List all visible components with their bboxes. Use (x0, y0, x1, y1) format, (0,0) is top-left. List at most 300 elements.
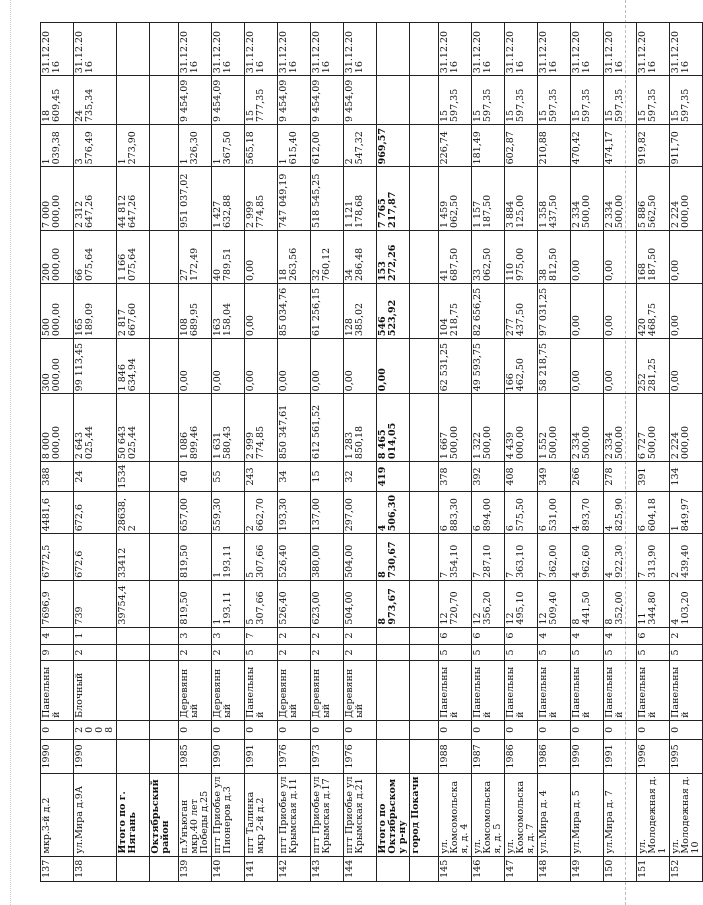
table-cell: 1 039,38 (41, 124, 74, 166)
table-cell: 1 273,90 (116, 124, 149, 166)
table-cell: 1995 (669, 739, 702, 773)
table-cell: 5 (438, 644, 471, 661)
table-cell: 15 597,35 (537, 76, 570, 125)
table-cell: 4 (603, 627, 636, 644)
table-cell (149, 23, 178, 76)
table-cell: 0 (471, 720, 504, 739)
table-cell: 7 313,90 (636, 534, 669, 581)
table-cell (149, 231, 178, 284)
table-cell: 66 075,64 (74, 231, 117, 284)
table-cell: 819,50 (178, 534, 211, 581)
table-cell: 6 604,18 (636, 491, 669, 533)
table-cell: 85 034,76 (277, 284, 310, 339)
table-cell: Деревянный (310, 661, 343, 720)
table-cell: 137 (41, 856, 74, 881)
table-cell: 0,00 (343, 339, 376, 394)
table-cell (409, 462, 438, 492)
table-cell: 104 218,75 (438, 284, 471, 339)
table-cell: ул. Комсомольская, д. 5 (471, 773, 504, 856)
table-cell (409, 856, 438, 881)
table-cell (409, 284, 438, 339)
table-cell: 138 (74, 856, 117, 881)
table-cell: 31.12.2016 (343, 23, 376, 76)
table-cell: 8 352,00 (603, 580, 636, 627)
table-cell: 5 307,66 (244, 580, 277, 627)
table-cell: 0 (178, 720, 211, 739)
table-cell: Итого по г. Нягань (116, 773, 149, 856)
table-cell: 44 812 647,26 (116, 167, 149, 231)
table-cell: 0,00 (376, 339, 409, 394)
table-cell (376, 856, 409, 881)
table-cell: 6 894,00 (471, 491, 504, 533)
table-cell: 2 334 500,00 (603, 167, 636, 231)
table-cell: 148 (537, 856, 570, 881)
table-cell: 24 735,34 (74, 76, 117, 125)
table-cell: Деревянный (178, 661, 211, 720)
table-cell: ул. Молодежная д. 1 (636, 773, 669, 856)
table-cell: 2 643 025,44 (74, 394, 117, 462)
table-cell: 147 (504, 856, 537, 881)
table-cell: 33412 (116, 534, 149, 581)
table-cell: 6 575,50 (504, 491, 537, 533)
table-cell: 5 (471, 644, 504, 661)
table-cell: 0 (310, 720, 343, 739)
table-cell: 18 609,45 (41, 76, 74, 125)
table-cell: 40 (178, 462, 211, 492)
table-row (74, 23, 117, 882)
table-cell: 2 (74, 644, 117, 661)
table-cell: 9 454,09 (277, 76, 310, 125)
table-cell: 2 (343, 644, 376, 661)
table-cell: 9 454,09 (343, 76, 376, 125)
table-cell: Панельный (41, 661, 74, 720)
table-cell: Блочный (74, 661, 117, 720)
table-cell (409, 627, 438, 644)
table-cell: 1 283 850,18 (343, 394, 376, 462)
table-cell (376, 644, 409, 661)
table-cell: 504,00 (343, 534, 376, 581)
table-cell: 12 720,70 (438, 580, 471, 627)
table-cell (149, 534, 178, 581)
table-cell: 9 454,09 (310, 76, 343, 125)
table-cell: 911,70 (669, 124, 702, 166)
table-cell: 6 727 500,00 (636, 394, 669, 462)
table-cell: 518 545,25 (310, 167, 343, 231)
table-cell: 1 459 062,50 (438, 167, 471, 231)
table-cell: 6772,5 (41, 534, 74, 581)
table-cell: 15 777,35 (244, 76, 277, 125)
table-cell: 1 846 634,94 (116, 339, 149, 394)
table-cell: 31.12.2016 (74, 23, 117, 76)
table-cell: 1 322 500,00 (471, 394, 504, 462)
table-cell (409, 720, 438, 739)
table-cell: 210,88 (537, 124, 570, 166)
table-cell: Панельный (669, 661, 702, 720)
table-cell (409, 739, 438, 773)
table-row (438, 23, 471, 882)
table-cell: 2 817 667,60 (116, 284, 149, 339)
table-row (116, 23, 149, 882)
table-cell: 4481,6 (41, 491, 74, 533)
table-cell: 0,00 (669, 339, 702, 394)
table-cell: 266 (570, 462, 603, 492)
table-cell: 8 973,67 (376, 580, 409, 627)
table-cell: 739 (74, 580, 117, 627)
section-header-row (409, 23, 438, 882)
table-cell: 0,00 (570, 339, 603, 394)
table-cell: 2 (669, 627, 702, 644)
table-cell: 41 687,50 (438, 231, 471, 284)
table-cell: 526,40 (277, 534, 310, 581)
table-cell: 7 354,10 (438, 534, 471, 581)
table-row (636, 23, 669, 882)
table-cell: 61 256,15 (310, 284, 343, 339)
table-cell: 15 597,35 (471, 76, 504, 125)
table-cell: 200 000,00 (41, 231, 74, 284)
table-row (41, 23, 74, 882)
table-cell: 612 561,52 (310, 394, 343, 462)
table-cell: Панельный (471, 661, 504, 720)
scan-edge-left (10, 0, 12, 905)
table-cell: 0,00 (244, 339, 277, 394)
table-cell: 504,00 (343, 580, 376, 627)
table-cell: 31.12.2016 (244, 23, 277, 76)
table-cell: 15 597,35 (636, 76, 669, 125)
table-cell: 1 367,50 (211, 124, 244, 166)
table-cell: 2 224 000,00 (669, 167, 702, 231)
table-cell: 163 158,04 (211, 284, 244, 339)
table-cell: 31.12.2016 (504, 23, 537, 76)
table-cell: 1990 (74, 739, 117, 773)
table-cell: 1 193,11 (211, 580, 244, 627)
table-cell: 0 (41, 720, 74, 739)
table-cell: 142 (277, 856, 310, 881)
table-cell: 1986 (504, 739, 537, 773)
table-body (41, 23, 703, 882)
table-cell (409, 231, 438, 284)
table-cell: 166 462,50 (504, 339, 537, 394)
table-cell: Панельный (438, 661, 471, 720)
table-cell: 672,6 (74, 534, 117, 581)
table-cell: 31.12.2016 (570, 23, 603, 76)
table-cell: 15 597,35 (438, 76, 471, 125)
table-cell: 1 326,30 (178, 124, 211, 166)
table-cell: Панельный (636, 661, 669, 720)
table-cell (409, 661, 438, 720)
table-cell: 0,00 (603, 339, 636, 394)
table-cell: 1 552 500,00 (537, 394, 570, 462)
table-cell: Панельный (570, 661, 603, 720)
table-cell: 149 (570, 856, 603, 881)
table-cell: 5 (570, 644, 603, 661)
table-cell: Панельный (537, 661, 570, 720)
table-cell: 5 (537, 644, 570, 661)
table-cell: 1986 (537, 739, 570, 773)
table-cell: 0 (438, 720, 471, 739)
table-cell: 0 (211, 720, 244, 739)
table-cell: 5 (603, 644, 636, 661)
table-cell: Деревянный (343, 661, 376, 720)
table-cell: 143 (310, 856, 343, 881)
table-cell: 168 187,50 (636, 231, 669, 284)
table-cell: 144 (343, 856, 376, 881)
table-cell (116, 23, 149, 76)
table-cell: 33 062,50 (471, 231, 504, 284)
table-cell: 4 922,30 (603, 534, 636, 581)
table-cell: 4 506,30 (376, 491, 409, 533)
table-cell: 0,00 (669, 231, 702, 284)
table-cell: 2 (343, 627, 376, 644)
section-header-row (149, 23, 178, 882)
table-cell: 919,82 (636, 124, 669, 166)
table-cell (149, 339, 178, 394)
table-cell (409, 580, 438, 627)
table-cell (149, 739, 178, 773)
table-cell (149, 661, 178, 720)
table-cell: пгт Приобье ул Крымская д.21 (343, 773, 376, 856)
table-cell: 408 (504, 462, 537, 492)
table-cell: 9 (41, 644, 74, 661)
table-row (178, 23, 211, 882)
table-cell: 1990 (41, 739, 74, 773)
table-cell: 15 597,35 (669, 76, 702, 125)
table-cell: 31.12.2016 (471, 23, 504, 76)
table-cell: 12 495,10 (504, 580, 537, 627)
table-cell (149, 720, 178, 739)
table-cell: 349 (537, 462, 570, 492)
table-cell: 1988 (438, 739, 471, 773)
table-cell: 2 224 000,00 (669, 394, 702, 462)
table-cell: 243 (244, 462, 277, 492)
table-cell: 0 (570, 720, 603, 739)
table-cell: 11 344,80 (636, 580, 669, 627)
table-row (669, 23, 702, 882)
table-cell: 99 113,45 (74, 339, 117, 394)
table-cell (409, 23, 438, 76)
table-cell: 134 (669, 462, 702, 492)
table-cell: 152 (669, 856, 702, 881)
table-cell: ул.Мира д. 7 (603, 773, 636, 856)
table-row (504, 23, 537, 882)
table-cell: 1985 (178, 739, 211, 773)
table-cell: город Покачи (409, 773, 438, 856)
table-cell: 39754,4 (116, 580, 149, 627)
table-cell: 7 000 000,00 (41, 167, 74, 231)
table-cell: 1991 (244, 739, 277, 773)
table-cell: 82 656,25 (471, 284, 504, 339)
table-cell: 2 999 774,85 (244, 167, 277, 231)
table-cell (409, 124, 438, 166)
table-cell: 0,00 (603, 284, 636, 339)
table-cell: 9 454,09 (211, 76, 244, 125)
table-cell: 15 597,35 (504, 76, 537, 125)
table-cell: 297,00 (343, 491, 376, 533)
table-cell: 55 (211, 462, 244, 492)
table-cell: 110 975,00 (504, 231, 537, 284)
table-cell: 4 (41, 627, 74, 644)
table-cell: 2 334 500,00 (603, 394, 636, 462)
table-cell (116, 627, 149, 644)
table-cell: 0 (636, 720, 669, 739)
table-cell (116, 739, 149, 773)
table-cell: 31.12.2016 (636, 23, 669, 76)
table-row (343, 23, 376, 882)
table-cell: 7696,9 (41, 580, 74, 627)
table-cell (409, 534, 438, 581)
table-cell: 31.12.2016 (277, 23, 310, 76)
table-cell: 1990 (570, 739, 603, 773)
table-cell: 0 (537, 720, 570, 739)
table-cell: 38 812,50 (537, 231, 570, 284)
table-cell: 31.12.2016 (310, 23, 343, 76)
table-cell: 18 263,56 (277, 231, 310, 284)
table-cell: 193,30 (277, 491, 310, 533)
table-cell: 474,17 (603, 124, 636, 166)
table-cell: ул.Мира д. 5 (570, 773, 603, 856)
table-cell: 623,00 (310, 580, 343, 627)
table-cell: 2 (211, 644, 244, 661)
table-cell (409, 167, 438, 231)
table-cell (376, 720, 409, 739)
table-cell: 97 031,25 (537, 284, 570, 339)
table-cell: 40 789,51 (211, 231, 244, 284)
table-cell: ул.Мира д. 4 (537, 773, 570, 856)
table-cell: 1 121 178,68 (343, 167, 376, 231)
table-cell: 969,57 (376, 124, 409, 166)
table-row (603, 23, 636, 882)
table-cell: 3 884 125,00 (504, 167, 537, 231)
table-cell (149, 580, 178, 627)
table-cell: 62 531,25 (438, 339, 471, 394)
table-cell: 0,00 (211, 339, 244, 394)
table-cell: 420 468,75 (636, 284, 669, 339)
table-cell: 0,00 (244, 231, 277, 284)
table-cell: 1534 (116, 462, 149, 492)
table-cell (149, 644, 178, 661)
table-cell: 4 825,90 (603, 491, 636, 533)
table-cell: 2 999 774,85 (244, 394, 277, 462)
table-cell: 602,87 (504, 124, 537, 166)
table-cell: 2 (310, 644, 343, 661)
table-cell: 391 (636, 462, 669, 492)
table-cell: 31.12.2016 (438, 23, 471, 76)
table-cell: 7 287,10 (471, 534, 504, 581)
table-cell (116, 720, 149, 739)
table-row (537, 23, 570, 882)
table-cell: 392 (471, 462, 504, 492)
table-cell: пгт Талинка мкр 2-й д.2 (244, 773, 277, 856)
table-cell: 1996 (636, 739, 669, 773)
table-cell: 34 286,48 (343, 231, 376, 284)
table-cell: 151 (636, 856, 669, 881)
table-cell: 526,40 (277, 580, 310, 627)
table-cell (149, 167, 178, 231)
table-cell: 137,00 (310, 491, 343, 533)
table-cell: 1976 (277, 739, 310, 773)
table-cell: 277 437,50 (504, 284, 537, 339)
table-cell: 850 347,61 (277, 394, 310, 462)
table-cell: 672,6 (74, 491, 117, 533)
table-cell: ул. Молодежная д. 10 (669, 773, 702, 856)
table-cell (376, 739, 409, 773)
table-cell: 7 362,00 (537, 534, 570, 581)
table-cell: 6 531,00 (537, 491, 570, 533)
table-cell: 6 (438, 627, 471, 644)
table-cell (149, 394, 178, 462)
table-cell: 0,00 (669, 284, 702, 339)
table-row (211, 23, 244, 882)
table-cell: пгт Приобье ул Пионеров д.3 (211, 773, 244, 856)
table-cell (149, 124, 178, 166)
table-cell: ул. Комсомольская, д. 7 (504, 773, 537, 856)
table-cell (409, 76, 438, 125)
table-cell: 747 049,19 (277, 167, 310, 231)
table-cell: 165 189,09 (74, 284, 117, 339)
table-cell (409, 394, 438, 462)
table-cell: 9 454,09 (178, 76, 211, 125)
table-cell: 3 576,49 (74, 124, 117, 166)
table-cell: п.Унъюган мкр.40 лет Победы д.25 (178, 773, 211, 856)
table-wrapper (40, 22, 701, 882)
table-cell (149, 284, 178, 339)
table-cell: Панельный (603, 661, 636, 720)
table-cell: 50 643 025,44 (116, 394, 149, 462)
table-cell: 470,42 (570, 124, 603, 166)
table-cell: 139 (178, 856, 211, 881)
table-cell: 2 334 500,00 (570, 394, 603, 462)
table-cell: 419 (376, 462, 409, 492)
table-cell: 1 157 187,50 (471, 167, 504, 231)
table-cell: 2 (310, 627, 343, 644)
table-cell: 278 (603, 462, 636, 492)
table-cell (409, 644, 438, 661)
table-cell: 4 439 000,00 (504, 394, 537, 462)
table-cell: 141 (244, 856, 277, 881)
table-cell: 612,00 (310, 124, 343, 166)
table-cell: 32 (343, 462, 376, 492)
table-cell: 0 (504, 720, 537, 739)
table-cell: 2 662,70 (244, 491, 277, 533)
table-cell: 15 597,35 (603, 76, 636, 125)
table-cell (376, 76, 409, 125)
table-cell: 24 (74, 462, 117, 492)
table-cell: 0 (603, 720, 636, 739)
table-row (471, 23, 504, 882)
table-cell: Октябрьский район (149, 773, 178, 856)
table-cell (116, 856, 149, 881)
table-cell: 1 631 580,43 (211, 394, 244, 462)
table-row (244, 23, 277, 882)
table-cell: 31.12.2016 (669, 23, 702, 76)
table-cell: 108 689,95 (178, 284, 211, 339)
table-cell: мкр.3-й д.2 (41, 773, 74, 856)
table-cell: 1 667 500,00 (438, 394, 471, 462)
table-cell: пгт Приобье ул Крымская д.11 (277, 773, 310, 856)
table-cell: 146 (471, 856, 504, 881)
table-cell: 153 272,26 (376, 231, 409, 284)
table-cell (376, 661, 409, 720)
table-cell: 4 (537, 627, 570, 644)
table-cell (149, 462, 178, 492)
table-cell (149, 76, 178, 125)
table-cell: 0,00 (310, 339, 343, 394)
table-cell: 0 (669, 720, 702, 739)
table-cell: 388 (41, 462, 74, 492)
table-cell: пгт Приобье ул Крымская д.17 (310, 773, 343, 856)
table-cell: 0,00 (277, 339, 310, 394)
table-cell: 8 441,50 (570, 580, 603, 627)
table-cell: Итого по Октябрьскому р-ну (376, 773, 409, 856)
